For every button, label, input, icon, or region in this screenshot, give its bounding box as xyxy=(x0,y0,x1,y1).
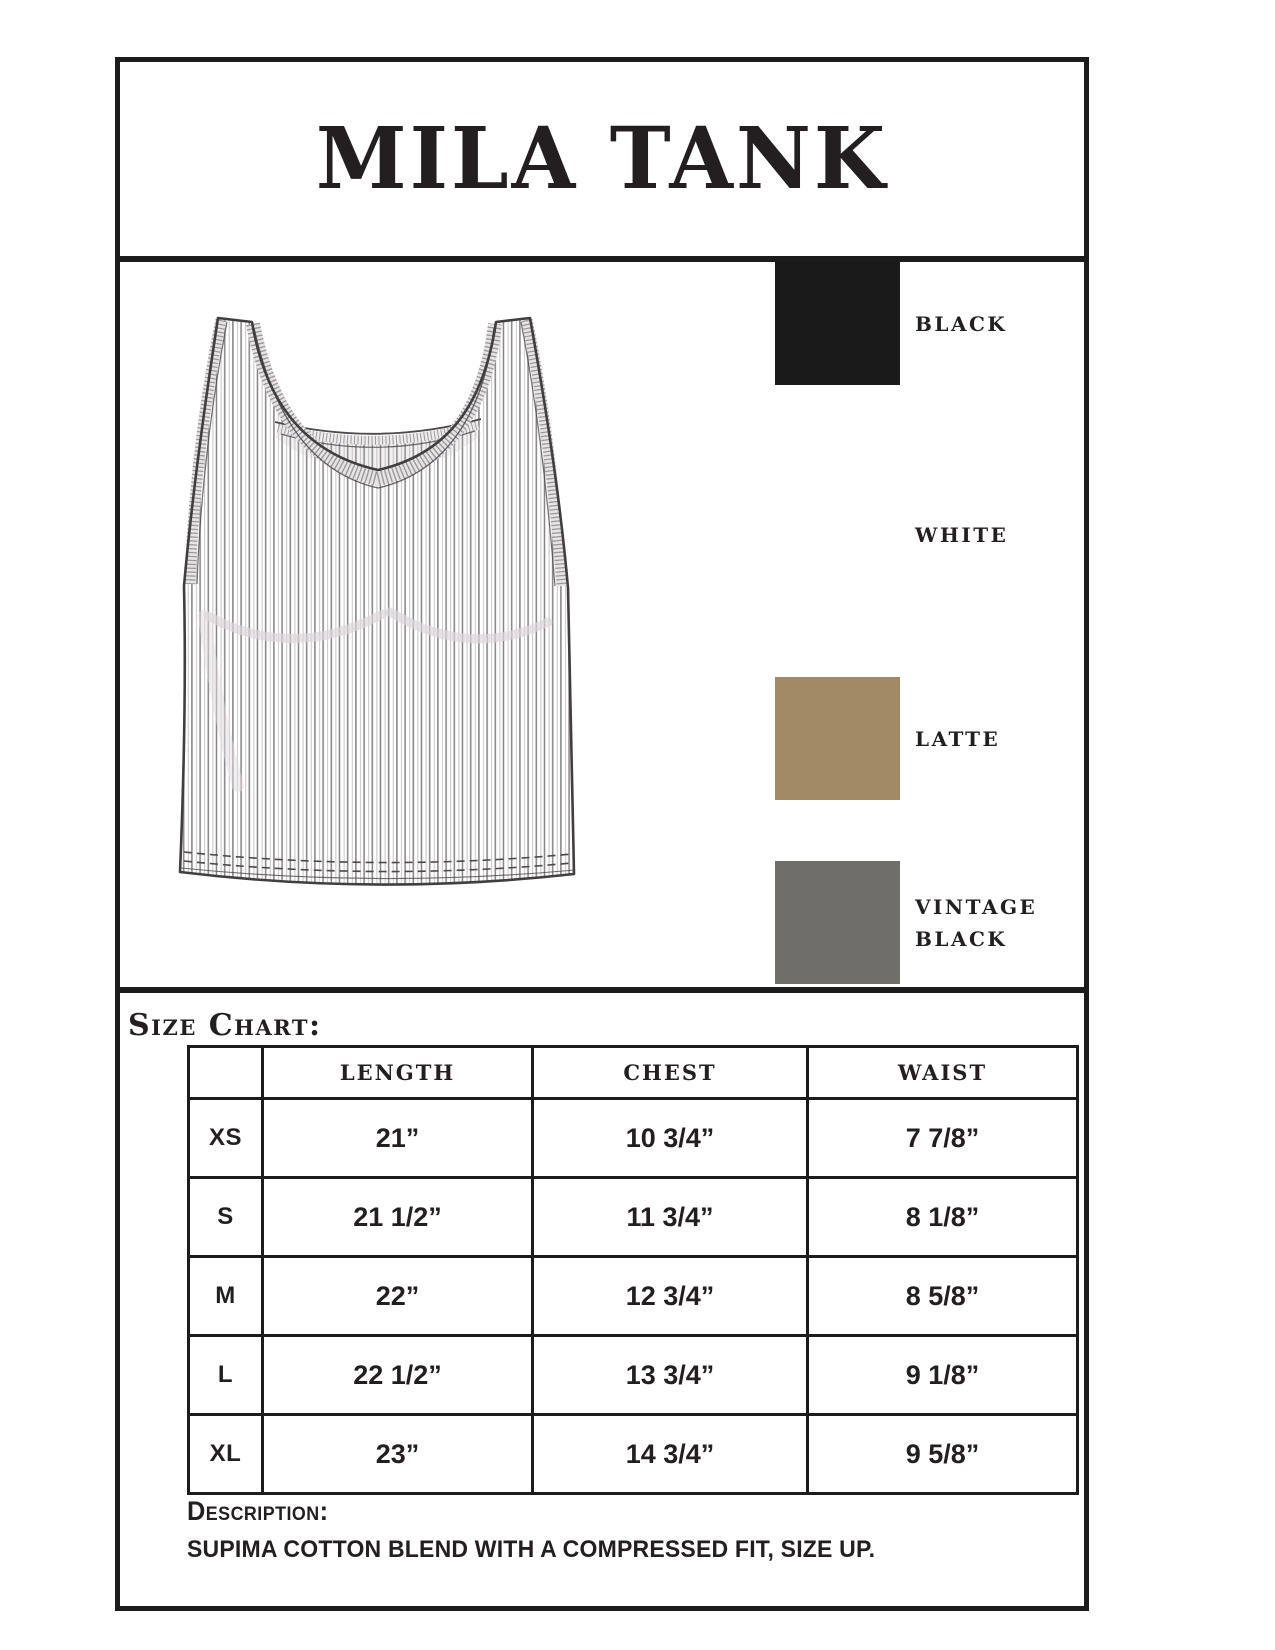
color-swatch-label: VINTAGE BLACK xyxy=(915,894,1038,951)
tank-top-sketch-svg xyxy=(178,316,578,896)
product-section xyxy=(120,262,1084,993)
size-row xyxy=(189,1415,1078,1494)
color-swatch xyxy=(775,473,900,596)
description-text: SUPIMA COTTON BLEND WITH A COMPRESSED FIT, SIZE UP. xyxy=(187,1536,876,1563)
length-cell: 22 1/2” xyxy=(263,1336,533,1415)
size-chart-section xyxy=(120,993,1084,1605)
column-header: CHEST xyxy=(533,1047,808,1099)
chest-cell: 11 3/4” xyxy=(533,1178,808,1257)
color-swatch-label: LATTE xyxy=(915,726,1001,751)
spec-sheet-frame xyxy=(115,57,1089,1611)
size-label-cell: XL xyxy=(189,1415,263,1494)
color-swatch-label: BLACK xyxy=(915,311,1008,336)
waist-cell: 7 7/8” xyxy=(808,1099,1078,1178)
title-section xyxy=(120,62,1084,262)
size-row xyxy=(189,1178,1078,1257)
size-label-cell: L xyxy=(189,1336,263,1415)
waist-cell: 9 5/8” xyxy=(808,1415,1078,1494)
chest-cell: 14 3/4” xyxy=(533,1415,808,1494)
swatch-row xyxy=(775,473,1045,596)
page-title: MILA TANK xyxy=(315,109,889,209)
size-label-cell: S xyxy=(189,1178,263,1257)
column-header: WAIST xyxy=(808,1047,1078,1099)
size-row xyxy=(189,1336,1078,1415)
tank-body xyxy=(180,318,574,885)
size-label-cell: M xyxy=(189,1257,263,1336)
color-swatch xyxy=(775,861,900,984)
column-header xyxy=(189,1047,263,1099)
description-block xyxy=(187,1496,1027,1564)
color-swatch-label: WHITE xyxy=(915,522,1009,547)
tank-illustration xyxy=(178,316,578,896)
size-chart-table xyxy=(187,1045,1079,1495)
size-chart-header-row xyxy=(189,1047,1078,1099)
size-label-cell: XS xyxy=(189,1099,263,1178)
color-swatch xyxy=(775,262,900,385)
swatch-row xyxy=(775,677,1045,800)
chest-cell: 10 3/4” xyxy=(533,1099,808,1178)
length-cell: 22” xyxy=(263,1257,533,1336)
colorway-swatches xyxy=(775,262,1075,987)
size-chart-body xyxy=(189,1099,1078,1494)
column-header: LENGTH xyxy=(263,1047,533,1099)
length-cell: 21” xyxy=(263,1099,533,1178)
chest-cell: 12 3/4” xyxy=(533,1257,808,1336)
waist-cell: 8 1/8” xyxy=(808,1178,1078,1257)
length-cell: 23” xyxy=(263,1415,533,1494)
length-cell: 21 1/2” xyxy=(263,1178,533,1257)
swatch-row xyxy=(775,861,1045,984)
size-row xyxy=(189,1099,1078,1178)
waist-cell: 9 1/8” xyxy=(808,1336,1078,1415)
description-heading: Description: xyxy=(187,1496,329,1526)
chest-cell: 13 3/4” xyxy=(533,1336,808,1415)
size-chart-heading: Size Chart: xyxy=(128,1008,322,1043)
swatch-row xyxy=(775,262,1045,385)
waist-cell: 8 5/8” xyxy=(808,1257,1078,1336)
color-swatch xyxy=(775,677,900,800)
size-row xyxy=(189,1257,1078,1336)
